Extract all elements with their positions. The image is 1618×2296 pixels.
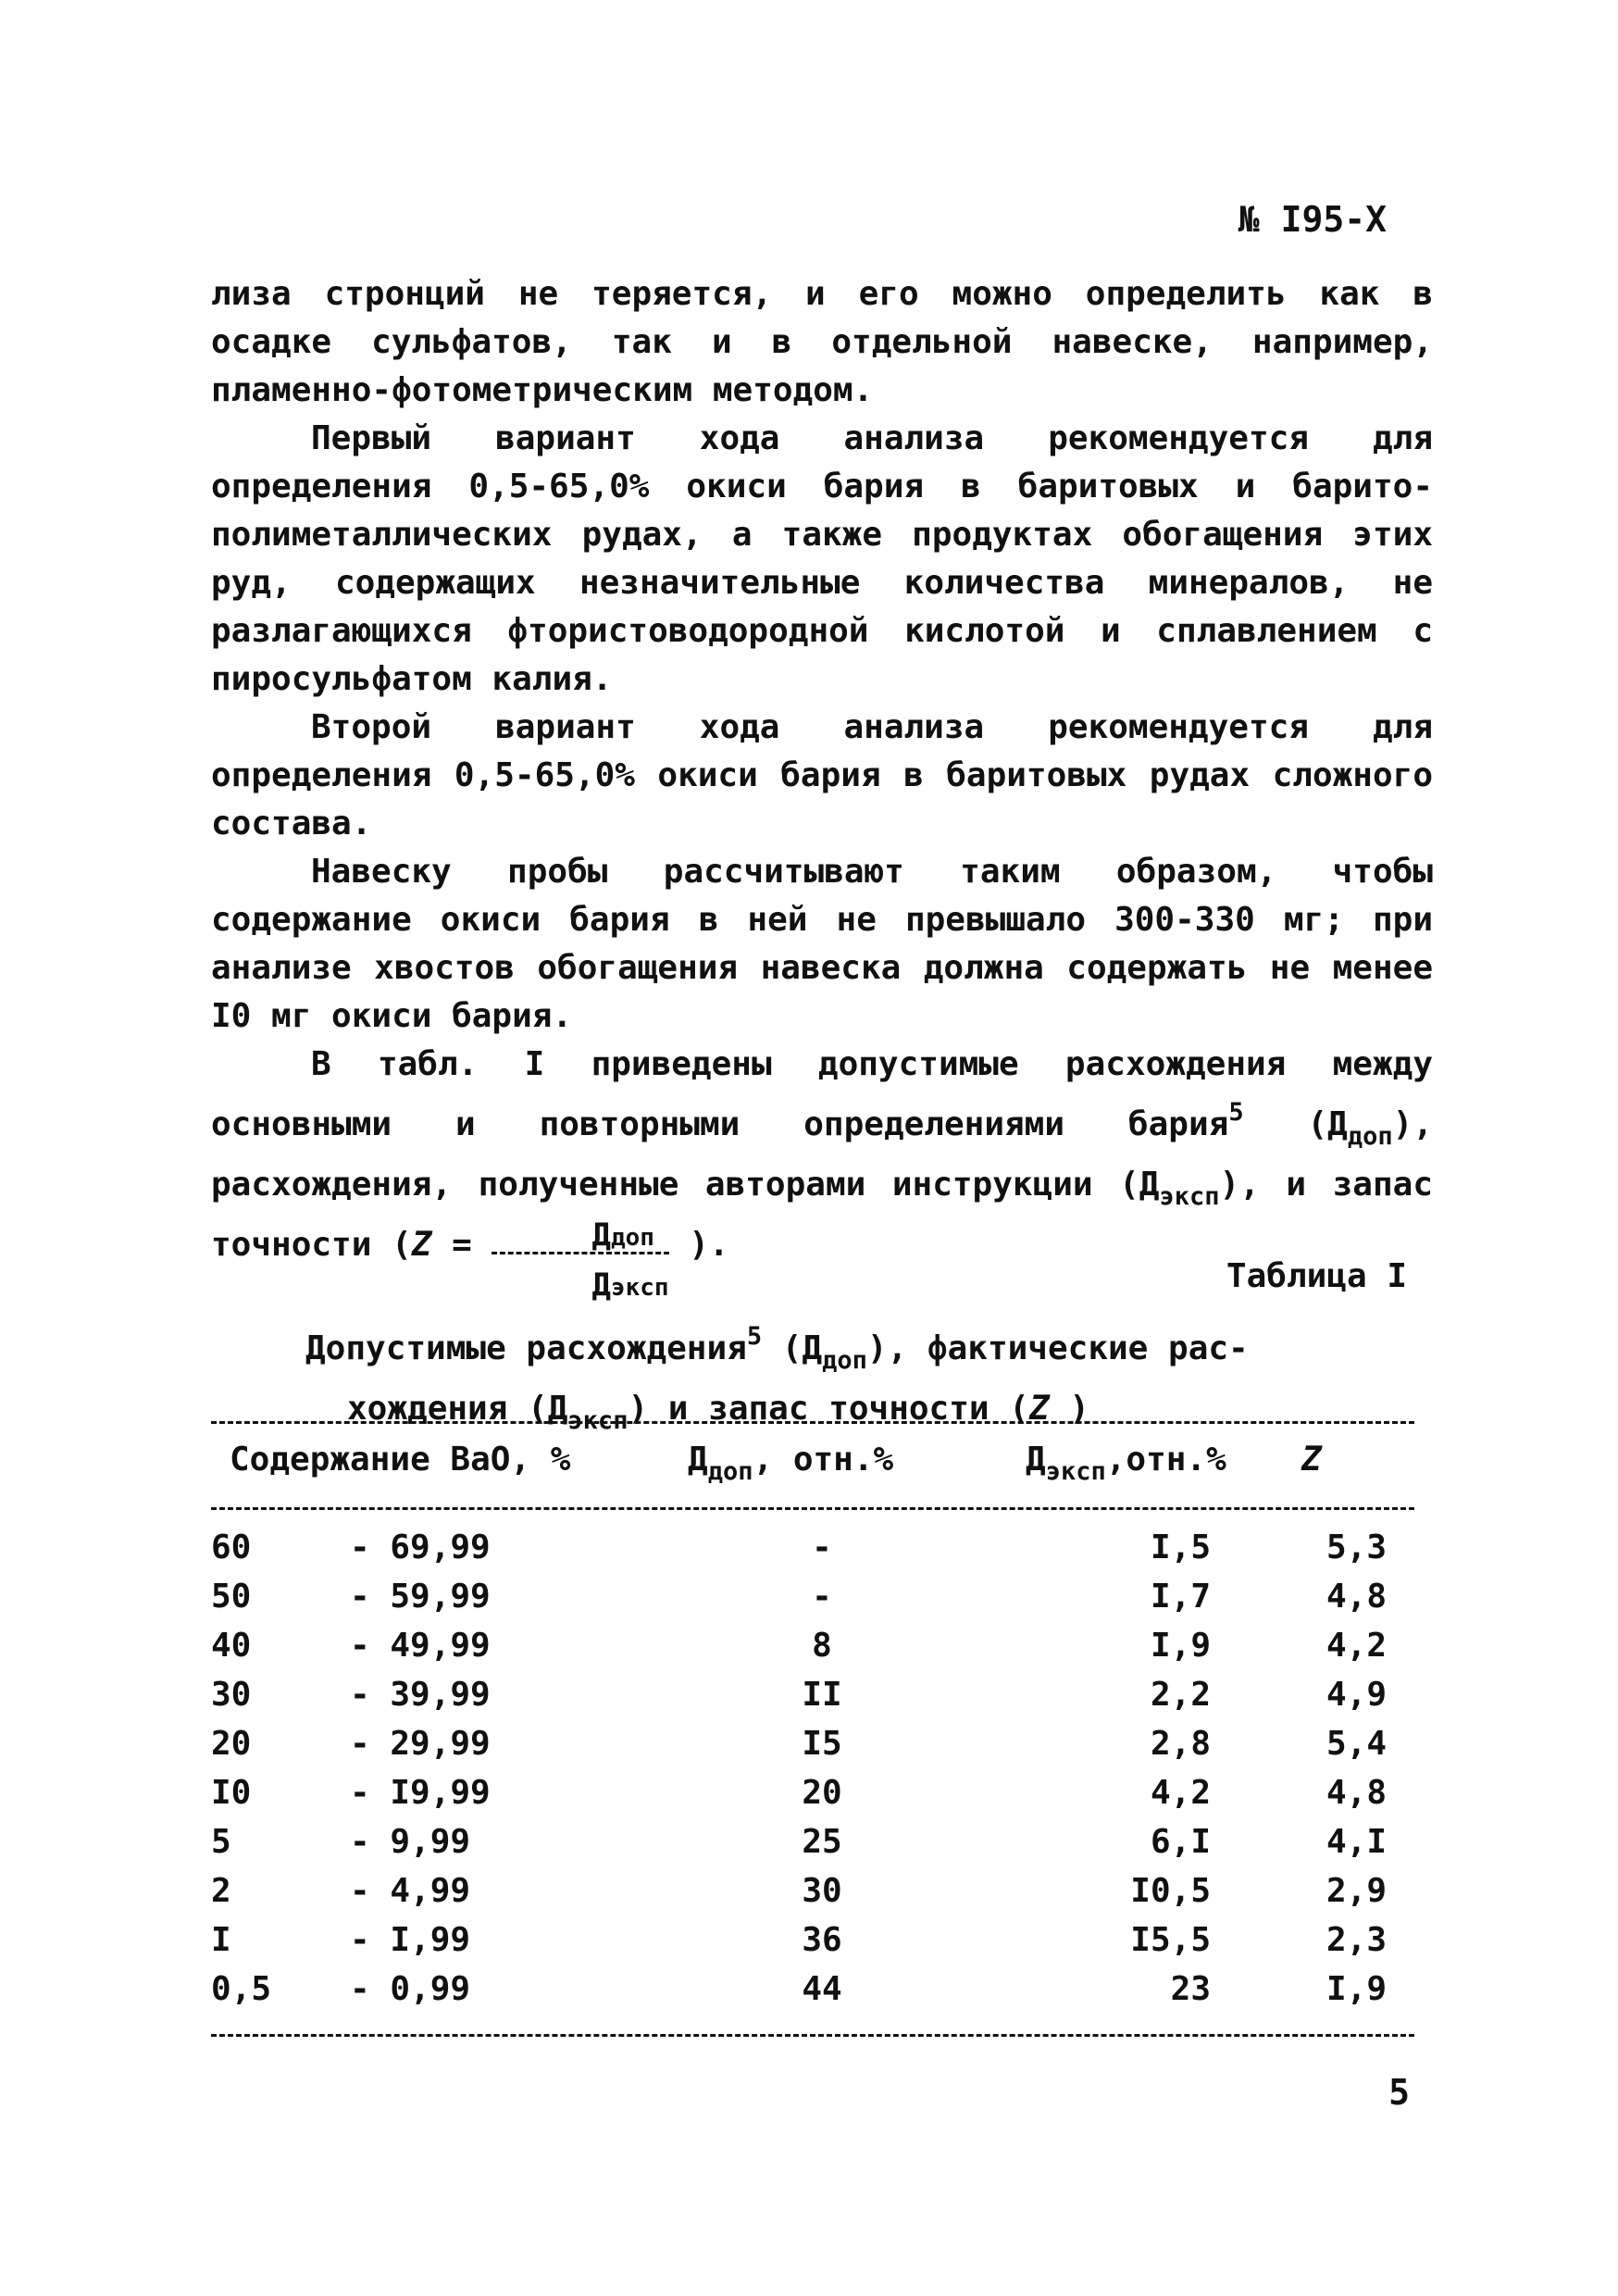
cell-d-dop: 30 bbox=[802, 1872, 842, 1910]
caption-text-c: ), фактические рас- bbox=[866, 1329, 1249, 1367]
table-row bbox=[211, 1672, 1414, 1721]
cell-d-eksp: I,9 bbox=[1150, 1627, 1211, 1665]
cell-z: I,9 bbox=[1326, 1970, 1387, 2008]
header-d-dop bbox=[688, 1441, 893, 1486]
cell-d-eksp: 2,8 bbox=[1150, 1725, 1211, 1763]
table-label: Таблица I bbox=[1226, 1257, 1407, 1295]
caption-z-symbol: Z bbox=[1028, 1390, 1050, 1428]
cell-d-eksp: 23 bbox=[1170, 1970, 1211, 2008]
fraction-numerator bbox=[492, 1217, 668, 1254]
caption-text-a: Допустимые расхождения bbox=[305, 1329, 747, 1367]
header-d-dop-unit: , отн.% bbox=[753, 1441, 894, 1479]
cell-d-eksp: 4,2 bbox=[1150, 1774, 1211, 1812]
header-z: Z bbox=[1301, 1441, 1322, 1479]
cell-content-to: - I,99 bbox=[350, 1921, 471, 1959]
header-d-eksp bbox=[1026, 1441, 1226, 1486]
cell-z: 4,9 bbox=[1326, 1676, 1387, 1714]
document-number: № I95-X bbox=[1238, 199, 1387, 240]
numerator-main: Д bbox=[591, 1217, 611, 1254]
cell-d-eksp: 2,2 bbox=[1150, 1676, 1211, 1714]
paragraph-5-text-f: ). bbox=[668, 1226, 729, 1264]
cell-d-dop: - bbox=[812, 1529, 832, 1566]
cell-z: 2,3 bbox=[1326, 1921, 1387, 1959]
cell-content-from: I bbox=[211, 1921, 231, 1959]
table-row bbox=[211, 1868, 1414, 1917]
cell-z: 4,8 bbox=[1326, 1578, 1387, 1616]
cell-z: 5,4 bbox=[1326, 1725, 1387, 1763]
denominator-main: Д bbox=[591, 1267, 611, 1304]
cell-d-eksp: I5,5 bbox=[1130, 1921, 1211, 1959]
body-text bbox=[211, 270, 1433, 1302]
caption-text-b: (Д bbox=[762, 1329, 823, 1367]
cell-content-from: 50 bbox=[211, 1578, 252, 1616]
table-body bbox=[211, 1525, 1414, 2015]
cell-d-dop: II bbox=[802, 1676, 842, 1714]
cell-content-from: 2 bbox=[211, 1872, 231, 1910]
tolerance-table bbox=[211, 1421, 1414, 2037]
table-row bbox=[211, 1917, 1414, 1966]
cell-z: 2,9 bbox=[1326, 1872, 1387, 1910]
fraction-denominator bbox=[492, 1254, 668, 1302]
subscript-dop: доп bbox=[1347, 1122, 1393, 1151]
table-row bbox=[211, 1623, 1414, 1672]
z-symbol: Z bbox=[411, 1226, 432, 1264]
cell-d-eksp: I0,5 bbox=[1130, 1872, 1211, 1910]
header-d-dop-sub: доп bbox=[707, 1457, 753, 1486]
cell-d-dop: 20 bbox=[802, 1774, 842, 1812]
page-number: 5 bbox=[1388, 2072, 1410, 2113]
caption-text-e: ) и запас точности ( bbox=[628, 1390, 1029, 1428]
cell-content-to: - I9,99 bbox=[350, 1774, 491, 1812]
cell-z: 5,3 bbox=[1326, 1529, 1387, 1566]
cell-d-eksp: I,7 bbox=[1150, 1578, 1211, 1616]
cell-d-dop: 44 bbox=[802, 1970, 842, 2008]
caption-subscript-eksp: эксп bbox=[567, 1406, 629, 1435]
denominator-sub: эксп bbox=[610, 1274, 669, 1302]
cell-content-to: - 0,99 bbox=[350, 1970, 471, 2008]
cell-content-to: - 4,99 bbox=[350, 1872, 471, 1910]
numerator-sub: доп bbox=[610, 1224, 654, 1252]
paragraph-2: Первый вариант хода анализа рекомендуется для определения 0,5-65,0% окиси бария в баритовых и барито-полиметаллических рудах, а также продуктах обогащения этих руд, содержащих незначительные количества минералов, не разлагающихся фтористоводородной кислотой и сплавлением с пиросульфатом калия. bbox=[211, 419, 1433, 698]
table-header bbox=[211, 1424, 1414, 1507]
cell-d-dop: - bbox=[812, 1578, 832, 1616]
header-d-eksp-main: Д bbox=[1026, 1441, 1046, 1479]
cell-z: 4,8 bbox=[1326, 1774, 1387, 1812]
cell-content-from: 40 bbox=[211, 1627, 252, 1665]
cell-content-to: - 49,99 bbox=[350, 1627, 491, 1665]
header-d-eksp-unit: ,отн.% bbox=[1105, 1441, 1226, 1479]
cell-z: 4,2 bbox=[1326, 1627, 1387, 1665]
paragraph-5-text-b: (Д bbox=[1243, 1105, 1348, 1143]
table-row bbox=[211, 1770, 1414, 1819]
cell-content-to: - 9,99 bbox=[350, 1823, 471, 1861]
header-d-dop-main: Д bbox=[688, 1441, 708, 1479]
cell-content-to: - 59,99 bbox=[350, 1578, 491, 1616]
table-row bbox=[211, 1721, 1414, 1770]
subscript-eksp: эксп bbox=[1159, 1182, 1220, 1211]
table-bottom-rule bbox=[211, 2034, 1414, 2037]
cell-content-from: 30 bbox=[211, 1676, 252, 1714]
table-row bbox=[211, 1525, 1414, 1574]
caption-text-d: хождения (Д bbox=[347, 1390, 568, 1428]
cell-d-dop: 8 bbox=[812, 1627, 832, 1665]
header-content: Содержание BaO, % bbox=[230, 1441, 571, 1479]
paragraph-5-text-e: = bbox=[431, 1226, 492, 1264]
paragraph-5-text-d: ), и запас точности ( bbox=[211, 1166, 1433, 1264]
caption-subscript-dop: доп bbox=[822, 1346, 867, 1375]
paragraph-5-text-c: ), расхождения, полученные авторами инструкции (Д bbox=[211, 1105, 1433, 1204]
caption-footnote-ref: 5 bbox=[746, 1322, 763, 1351]
caption-line-1 bbox=[305, 1313, 1324, 1385]
cell-content-from: 0,5 bbox=[211, 1970, 272, 2008]
cell-d-eksp: 6,I bbox=[1150, 1823, 1211, 1861]
cell-content-from: 60 bbox=[211, 1529, 252, 1566]
cell-z: 4,I bbox=[1326, 1823, 1387, 1861]
paragraph-4: Навеску пробы рассчитывают таким образом, чтобы содержание окиси бария в ней не превышало 300-330 мг; при анализе хвостов обогащения навеска должна содержать не менее I0 мг окиси бария. bbox=[211, 853, 1433, 1035]
cell-d-dop: I5 bbox=[802, 1725, 842, 1763]
cell-d-dop: 36 bbox=[802, 1921, 842, 1959]
caption-text-f: ) bbox=[1049, 1390, 1089, 1428]
header-d-eksp-sub: эксп bbox=[1045, 1457, 1106, 1486]
cell-content-from: 5 bbox=[211, 1823, 231, 1861]
paragraph-3: Второй вариант хода анализа рекомендуется для определения 0,5-65,0% окиси бария в баритовых рудах сложного состава. bbox=[211, 708, 1433, 842]
cell-content-from: 20 bbox=[211, 1725, 252, 1763]
footnote-ref: 5 bbox=[1228, 1098, 1244, 1127]
cell-d-eksp: I,5 bbox=[1150, 1529, 1211, 1566]
ratio-fraction bbox=[492, 1217, 669, 1304]
cell-d-dop: 25 bbox=[802, 1823, 842, 1861]
cell-content-from: I0 bbox=[211, 1774, 252, 1812]
table-row bbox=[211, 1966, 1414, 2015]
cell-content-to: - 69,99 bbox=[350, 1529, 491, 1566]
table-row bbox=[211, 1574, 1414, 1623]
table-row bbox=[211, 1819, 1414, 1868]
cell-content-to: - 39,99 bbox=[350, 1676, 491, 1714]
paragraph-1: лиза стронций не теряется, и его можно определить как в осадке сульфатов, так и в отдельной навеске, например, пламенно-фотометрическим методом. bbox=[211, 275, 1433, 409]
paragraph-5-text-a: В табл. I приведены допустимые расхождения между основными и повторными определениями бария bbox=[211, 1045, 1433, 1143]
cell-content-to: - 29,99 bbox=[350, 1725, 491, 1763]
